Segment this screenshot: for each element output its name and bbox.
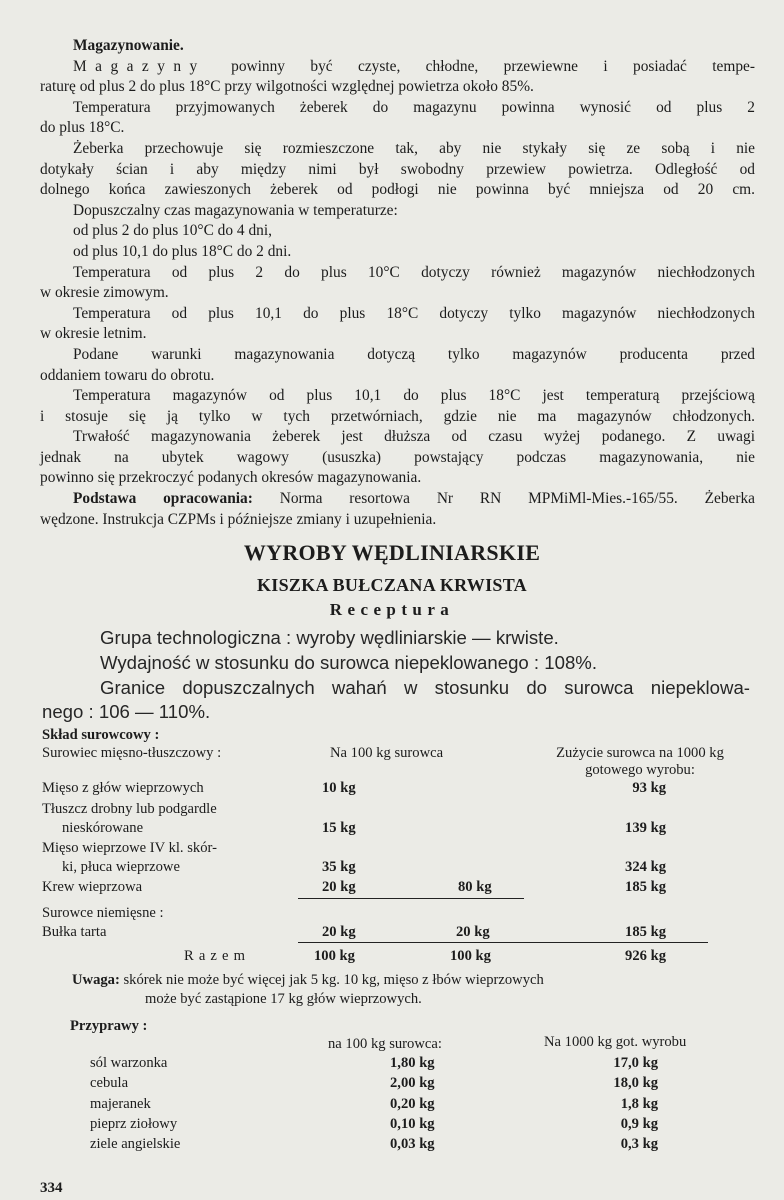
storage-p9-line2: jednak na ubytek wagowy (ususzka) powstający podczas magazynowania, nie (40, 448, 755, 466)
composition-col3-header-line2: gotowego wyrobu: (585, 762, 695, 778)
storage-p1-line2: raturę od plus 2 do plus 18°C przy wilgotności względnej powietrza około 85%. (40, 78, 534, 96)
spice-per1000: 18,0 kg (613, 1075, 658, 1091)
storage-basis-line1 (40, 489, 755, 510)
spice-per100: 2,00 kg (390, 1075, 435, 1091)
storage-heading: Magazynowanie. (73, 37, 184, 54)
spice-per100: 1,80 kg (390, 1055, 435, 1071)
storage-p4-line3: od plus 10,1 do plus 18°C do 2 dni. (73, 242, 292, 260)
note-line2: może być zastąpione 17 kg głów wieprzowych. (145, 991, 422, 1007)
storage-p9-line3: powinno się przekroczyć podanych okresów magazynowania. (40, 469, 422, 487)
storage-p5-line2: w okresie zimowym. (40, 284, 169, 302)
spice-per1000: 1,8 kg (620, 1096, 658, 1112)
spice-name: sól warzonka (90, 1055, 168, 1071)
spice-per1000: 0,9 kg (620, 1116, 658, 1132)
storage-p5-line1: Temperatura od plus 2 do plus 10°C dotyczy również magazynów niechłodzonych (73, 263, 755, 281)
composition-total-per1000: 926 kg (625, 948, 666, 964)
intro-yield: Wydajność w stosunku do surowca niepeklowanego : 108%. (100, 652, 597, 673)
storage-p3-line2: dotykały ścian i aby między nimi był swobodny przewiew powietrza. Odległość od (40, 160, 755, 178)
composition-row-per1000: 93 kg (632, 780, 666, 796)
spice-per100: 0,20 kg (390, 1096, 435, 1112)
composition-col1-header: Surowiec mięsno-tłuszczowy : (42, 745, 222, 761)
composition-row-per100: 20 kg (322, 879, 356, 895)
storage-p7-line2: oddaniem towaru do obrotu. (40, 366, 215, 384)
composition-non-meat-per100: 20 kg (322, 924, 356, 940)
storage-p8-line2: i stosuje się ją tylko w tych przetwórniach, gdzie nie ma magazynów chłodzonych. (40, 407, 755, 425)
composition-col3-header-line1: Zużycie surowca na 1000 kg (556, 745, 724, 761)
composition-row-per1000: 324 kg (625, 859, 666, 875)
composition-total-extra: 100 kg (450, 948, 491, 964)
spice-name: pieprz ziołowy (90, 1116, 178, 1132)
spice-name: ziele angielskie (90, 1136, 181, 1152)
intro-tolerance-line2: nego : 106 — 110%. (42, 701, 211, 722)
spices-col1-header: na 100 kg surowca: (328, 1036, 442, 1052)
composition-row-name: Mięso wieprzowe IV kl. skór- (42, 840, 217, 856)
spice-per1000: 0,3 kg (620, 1136, 658, 1152)
composition-title: Skład surowcowy : (42, 727, 160, 743)
composition-row-extra: 80 kg (458, 879, 492, 895)
spice-per1000: 17,0 kg (613, 1055, 658, 1071)
storage-p3-line3: dolnego końca zawieszonych żeberek od podłogi nie powinna być mniejsza od 20 cm. (40, 181, 755, 199)
composition-row-per100: 15 kg (322, 820, 356, 836)
spice-per100: 0,10 kg (390, 1116, 435, 1132)
composition-row-name: Krew wieprzowa (42, 879, 143, 895)
spice-name: majeranek (90, 1096, 151, 1112)
spices-col2-header: Na 1000 kg got. wyrobu (544, 1034, 687, 1050)
storage-p1-rest: powinny być czyste, chłodne, przewiewne i posiadać tempe- (231, 57, 755, 75)
intro-tolerance-line1: Granice dopuszczalnych wahań w stosunku do surowca niepeklowa- (100, 677, 750, 698)
composition-row-name-cont: ki, płuca wieprzowe (62, 859, 180, 875)
storage-p4-line1: Dopuszczalny czas magazynowania w temperaturze: (73, 201, 398, 219)
composition-row-per1000: 139 kg (625, 820, 666, 836)
storage-p1-line1 (40, 57, 755, 78)
composition-row-per1000: 185 kg (625, 879, 666, 895)
storage-p6-line2: w okresie letnim. (40, 325, 147, 343)
composition-row-per100: 35 kg (322, 859, 356, 875)
intro-block (100, 625, 750, 700)
storage-p7-line1: Podane warunki magazynowania dotyczą tylko magazynów producenta przed (73, 345, 755, 363)
product-heading: KISZKA BUŁCZANA KRWISTA (256, 575, 527, 595)
intro-group: Grupa technologiczna : wyroby wędliniarskie — krwiste. (100, 627, 559, 648)
composition-total-rule (298, 942, 708, 943)
composition-non-meat-label: Surowce niemięsne : (42, 905, 164, 921)
storage-basis-label: Podstawa opracowania: (73, 490, 253, 508)
storage-basis-line2: wędzone. Instrukcja CZPMs i późniejsze zmiany i uzupełnienia. (40, 510, 437, 528)
note-label: Uwaga: (72, 972, 120, 988)
storage-p3-line1: Żeberka przechowuje się rozmieszczone tak, aby nie stykały się ze sobą i nie (73, 139, 755, 157)
composition-col2-header: Na 100 kg surowca (330, 745, 444, 761)
storage-p6-line1: Temperatura od plus 10,1 do plus 18°C dotyczy tylko magazynów niechłodzonych (73, 304, 755, 322)
composition-row-name: Tłuszcz drobny lub podgardle (42, 801, 217, 817)
storage-p8-line1: Temperatura magazynów od plus 10,1 do plus 18°C jest temperaturą przejściową (73, 387, 755, 405)
note-text: skórek nie może być więcej jak 5 kg. 10 kg, mięso z łbów wieprzowych (123, 972, 544, 988)
composition-non-meat-name: Bułka tarta (42, 924, 107, 940)
composition-non-meat-per1000: 185 kg (625, 924, 666, 940)
composition-subtotal-rule (298, 898, 524, 899)
storage-p2-line1: Temperatura przyjmowanych żeberek do magazynu powinna wynosić od plus 2 (73, 98, 755, 116)
composition-total-label: Razem (184, 948, 251, 964)
section-heading: WYROBY WĘDLINIARSKIE (243, 540, 541, 565)
storage-p9-line1: Trwałość magazynowania żeberek jest dłuższa od czasu wyżej podanego. Z uwagi (73, 428, 755, 446)
storage-p4-line2: od plus 2 do plus 10°C do 4 dni, (73, 222, 272, 240)
storage-p2-line2: do plus 18°C. (40, 119, 125, 137)
composition-total-per100: 100 kg (314, 948, 355, 964)
composition-row-name: Mięso z głów wieprzowych (42, 780, 204, 796)
composition-row-per100: 10 kg (322, 780, 356, 796)
composition-row-name-cont: nieskórowane (62, 820, 144, 836)
spices-title: Przyprawy : (70, 1018, 148, 1034)
spice-per100: 0,03 kg (390, 1136, 435, 1152)
storage-basis-text: Norma resortowa Nr RN MPMiMl-Mies.-165/55. Żeberka (279, 490, 755, 508)
storage-section (40, 36, 755, 530)
page-number: 334 (40, 1180, 63, 1196)
recipe-heading: Receptura (329, 600, 455, 619)
note-line1 (72, 972, 544, 989)
composition-non-meat-extra: 20 kg (456, 924, 490, 940)
storage-p1-word: Magazyny (73, 57, 206, 75)
spice-name: cebula (90, 1075, 129, 1091)
